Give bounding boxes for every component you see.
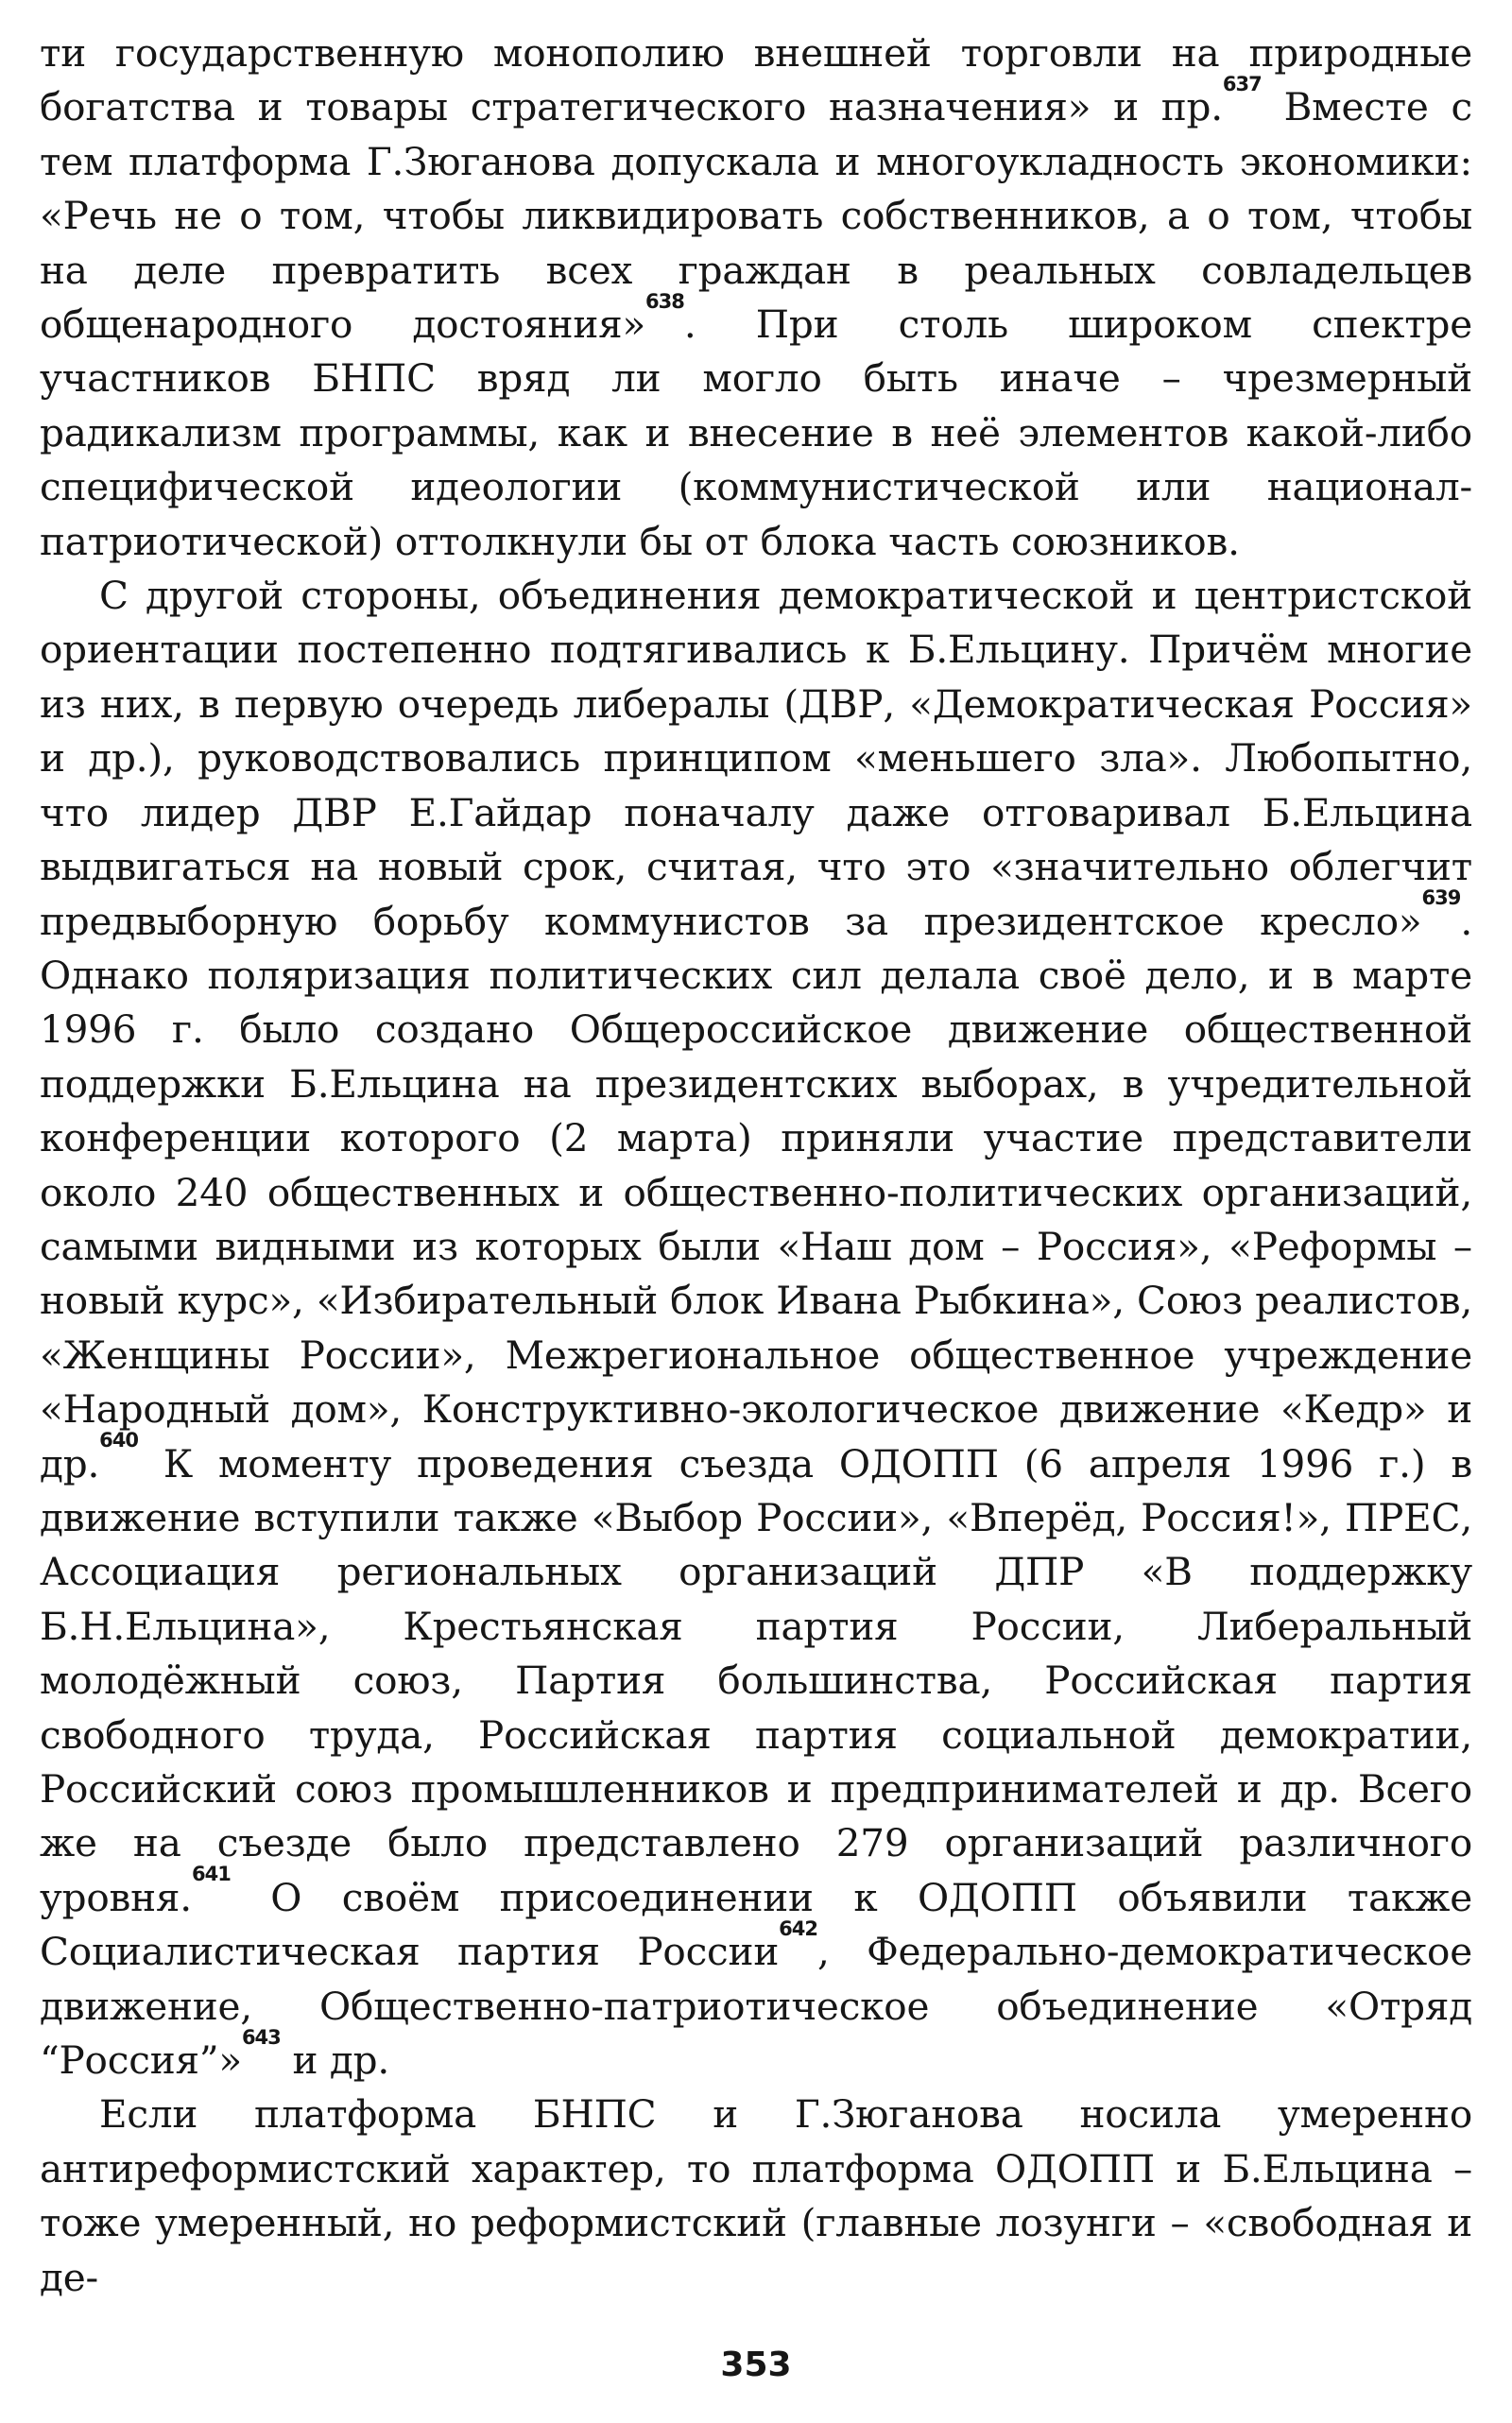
- paragraph-3: [40, 2088, 1472, 2305]
- text-segment: К моменту проведения съезда ОДОПП (6 апреля 1996 г.) в движение вступили также «Выбор России», «Вперёд, Россия!», ПРЕС, Ассоциация региональных организаций ДПР «В поддержку Б.Н.Ельцина», Крестьянская партия России, Либеральный молодёжный союз, Партия большинства, Российская партия свободного труда, Российская партия социальной демократии, Российский союз промышленников и предпринимателей и др. Всего же на съезде было представлено 279 организаций различного уровня.: [40, 1440, 1472, 1920]
- text-segment: , Федерально-демократическое движение, Общественно-патриотическое объединение «Отряд “Россия”»: [40, 1929, 1472, 2084]
- page-body: [40, 26, 1472, 2305]
- text-segment: ти государственную монополию внешней торговли на природные богатства и товары стратегического назначения» и пр.: [40, 30, 1472, 130]
- text-segment: и др.: [280, 2037, 390, 2084]
- footnote-ref: 641: [191, 1863, 231, 1886]
- text-segment: Если платформа БНПС и Г.Зюганова носила умеренно антиреформистский характер, то платформа ОДОПП и Б.Ельцина – тоже умеренный, но реформистский (главные лозунги – «свободная и де-: [40, 2091, 1472, 2300]
- text-segment: С другой стороны, объединения демократической и центристской ориентации постепенно подтягивались к Б.Ельцину. Причём многие из них, в первую очередь либералы (ДВР, «Демократическая Россия» и др.), руководствовались принципом «меньшего зла». Любопытно, что лидер ДВР Е.Гайдар поначалу даже отговаривал Б.Ельцина выдвигаться на новый срок, считая, что это «значительно облегчит предвыборную борьбу коммунистов за президентское кресло»: [40, 573, 1472, 944]
- footnote-ref: 640: [99, 1429, 138, 1452]
- text-segment: . Однако поляризация политических сил делала своё дело, и в марте 1996 г. было создано Общероссийское движение общественной поддержки Б.Ельцина на президентских выборах, в учредительной конференции которого (2 марта) приняли участие представители около 240 общественных и общественно-политических организаций, самыми видными из которых были «Наш дом – Россия», «Реформы – новый курс», «Избирательный блок Ивана Рыбкина», Союз реалистов, «Женщины России», Межрегиональное общественное учреждение «Народный дом», Конструктивно-экологическое движение «Кедр» и др.: [40, 898, 1472, 1486]
- footnote-ref: 639: [1421, 886, 1461, 909]
- footnote-ref: 637: [1222, 72, 1262, 95]
- text-segment: О своём присоединении к ОДОПП объявили также Социалистическая партия России: [40, 1874, 1472, 1975]
- footnote-ref: 642: [779, 1916, 817, 1940]
- page-number: 353: [720, 2346, 792, 2384]
- footnote-ref: 643: [241, 2025, 281, 2049]
- paragraph-1: [40, 26, 1472, 569]
- footnote-ref: 638: [645, 289, 684, 313]
- text-segment: Вместе с тем платформа Г.Зюганова допускала и многоукладность экономики: «Речь не о том, чтобы ликвидировать собственников, а о том, чтобы на деле превратить всех граждан в реальных совладельцев общенародного достояния»: [40, 84, 1472, 348]
- paragraph-2: [40, 569, 1472, 2088]
- text-segment: . При столь широком спектре участников БНПС вряд ли могло быть иначе – чрезмерный радикализм программы, как и внесение в неё элементов какой-либо специфической идеологии (коммунистической или национал-патриотической) оттолкнули бы от блока часть союзников.: [40, 301, 1472, 564]
